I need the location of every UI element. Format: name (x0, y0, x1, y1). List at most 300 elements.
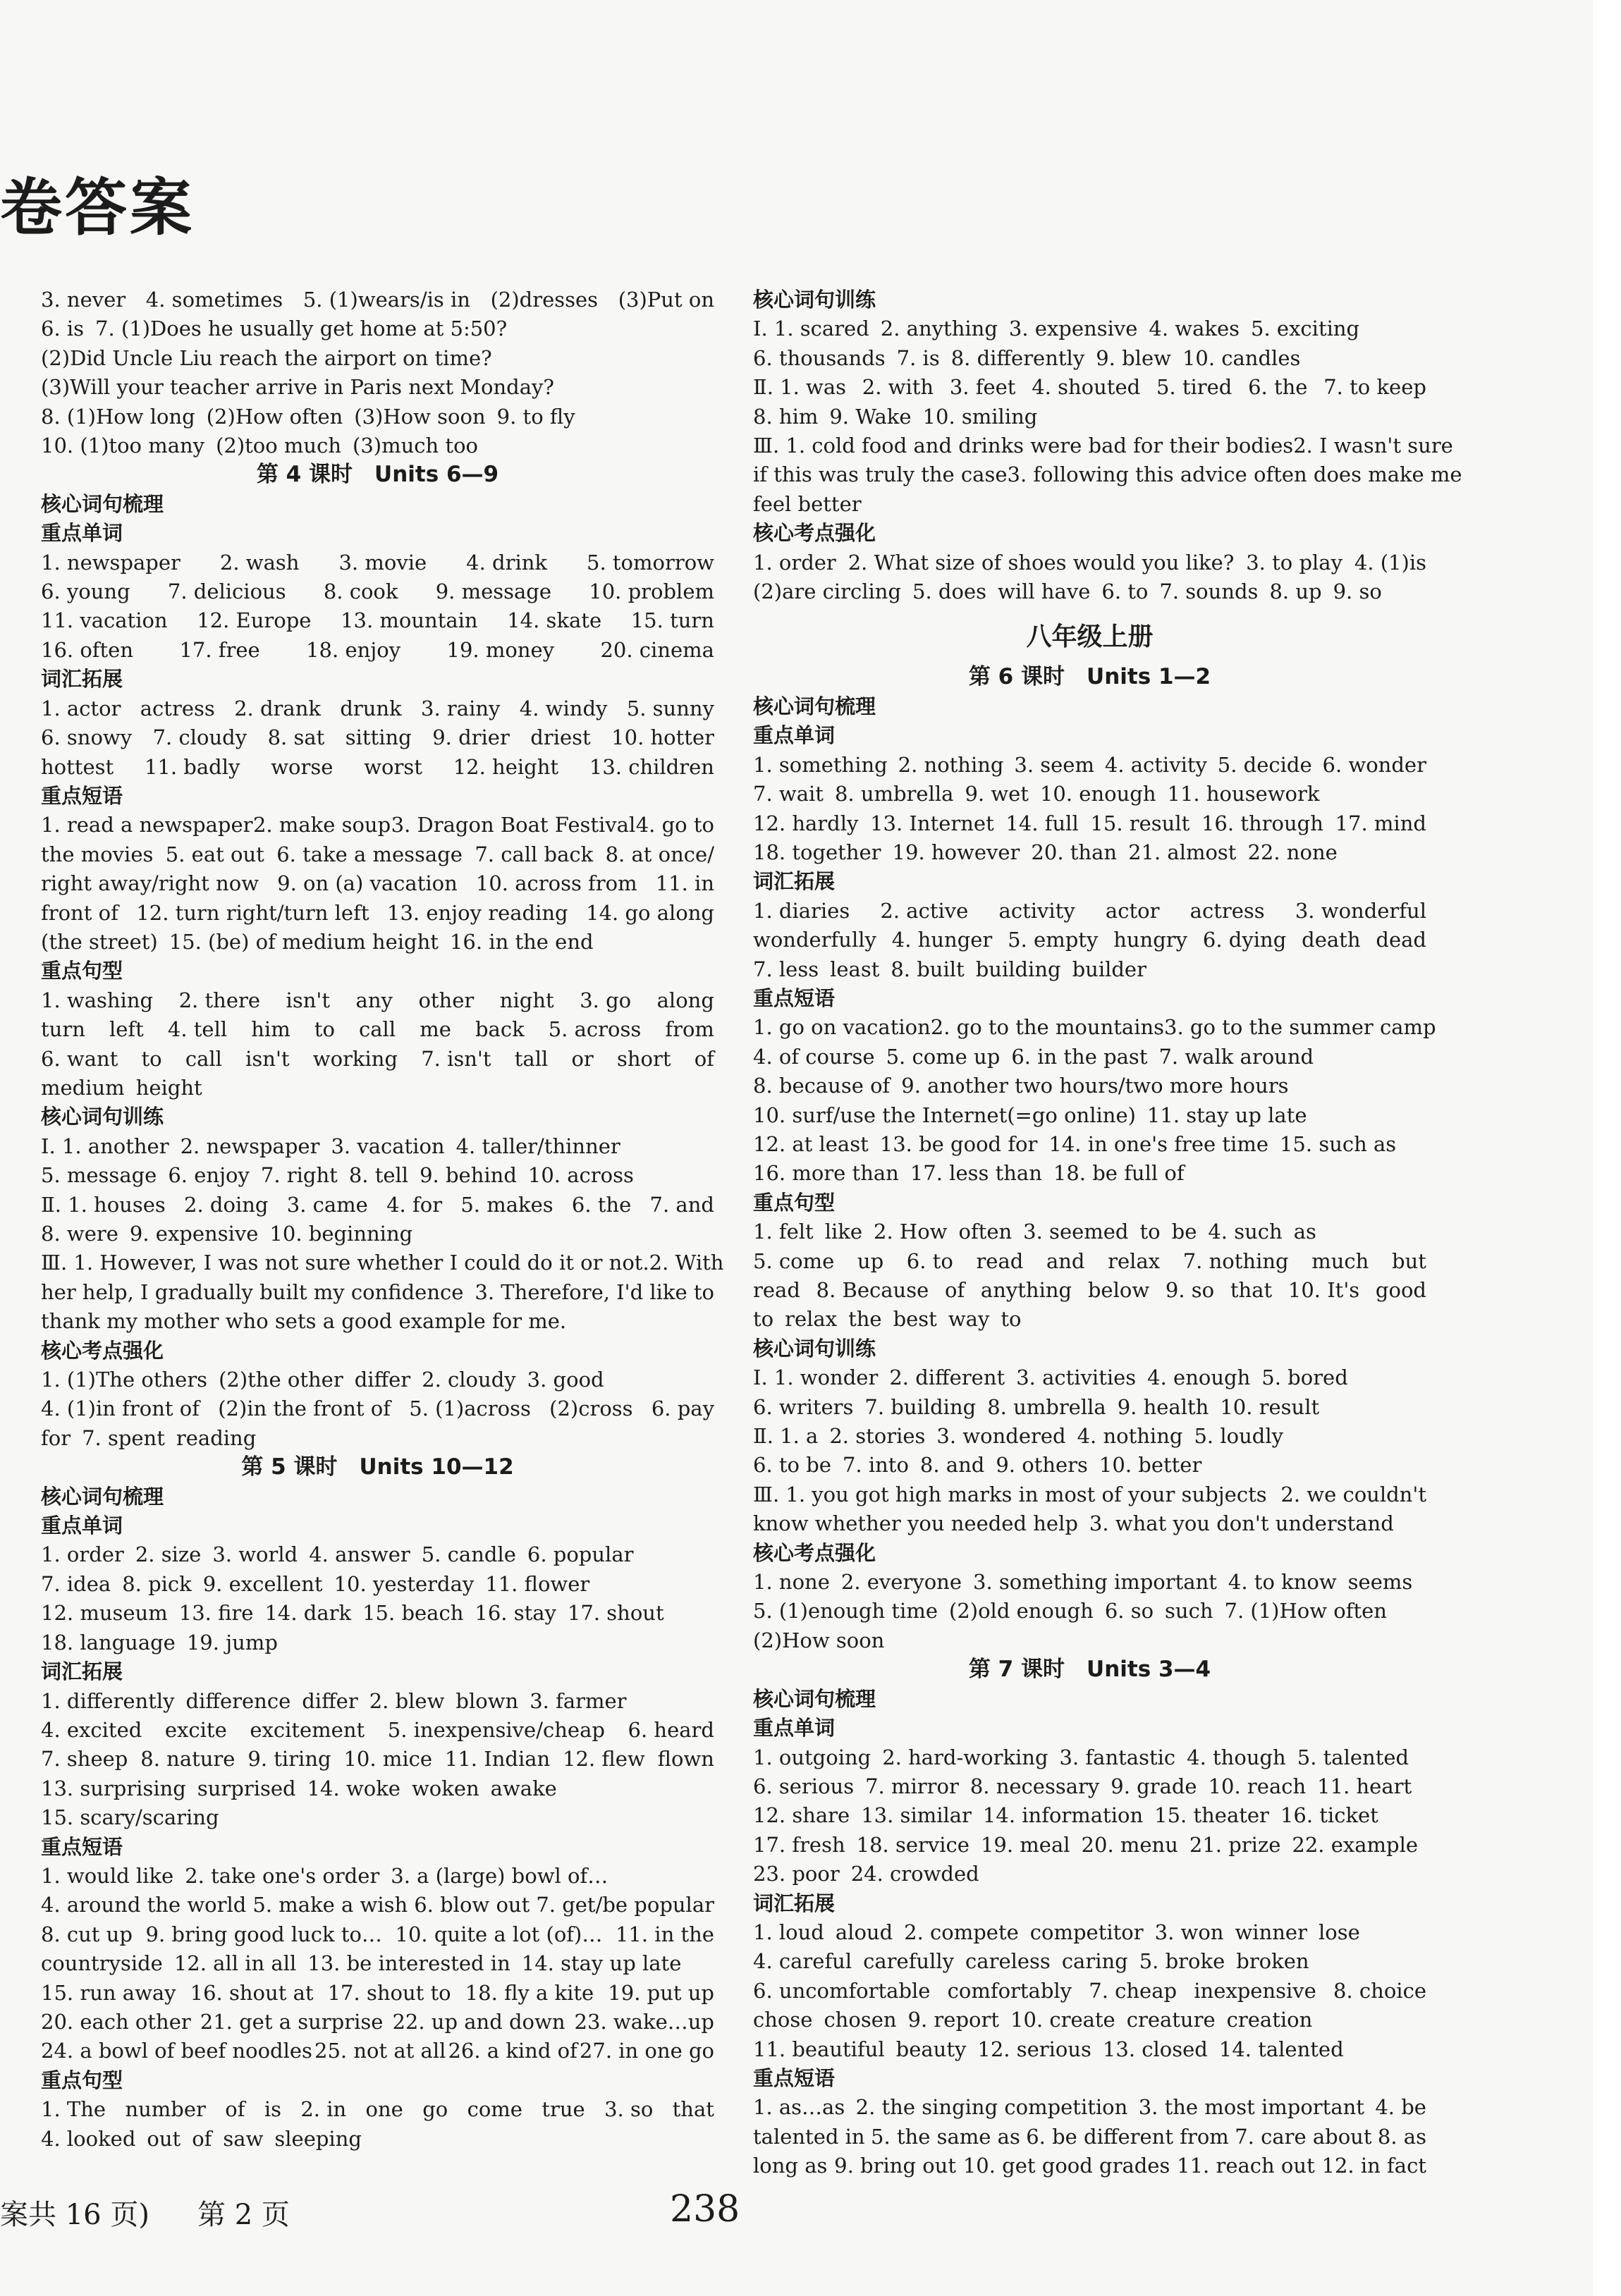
answer-item: worse (271, 754, 334, 779)
answer-item: 12. share (753, 1803, 850, 1828)
answer-item: to (753, 1307, 774, 1332)
answer-item: (2)in the front of (218, 1396, 391, 1421)
answer-item: of (694, 1046, 714, 1071)
answer-item: 1. read a newspaper (41, 813, 253, 837)
answer-item: 10. problem (589, 579, 714, 604)
answer-item: 6. blow out (414, 1893, 530, 1917)
page-title: 卷答案 (0, 171, 195, 244)
answer-item: 24. crowded (850, 1862, 979, 1886)
answer-item: 11. flower (485, 1571, 590, 1596)
answer-item: 10. yesterday (334, 1571, 475, 1596)
answer-item: 3. wonderful (1295, 898, 1426, 923)
answer-item: 4. drink (466, 550, 547, 575)
answer-item: 2. What size of shoes would you like? (848, 550, 1235, 575)
answer-item: 7. wait (753, 782, 824, 806)
answer-item: 3. Therefore, I'd like to (475, 1279, 714, 1304)
answer-item: 2. How (874, 1220, 948, 1244)
answer-item: 5. does (912, 579, 986, 604)
answer-item: 10. create (1010, 2008, 1115, 2032)
answer-item: 15. scary/scaring (41, 1805, 219, 1830)
answer-item: 8. as (1377, 2124, 1426, 2149)
answer-item: 1. none (753, 1570, 830, 1595)
answer-item: 20. each other (41, 2009, 191, 2034)
answer-item: 24. a bowl of beef noodles (41, 2039, 312, 2063)
answer-item: along (656, 988, 714, 1012)
answer-item: flown (657, 1747, 714, 1772)
answer-line (41, 899, 714, 928)
answer-item: night (499, 988, 554, 1012)
answer-item: 1. newspaper (41, 550, 181, 575)
answer-line (753, 1305, 1426, 1334)
answer-item: anything (980, 1278, 1072, 1302)
answer-line (753, 1276, 1426, 1305)
answer-item: 3. something important (973, 1570, 1217, 1595)
answer-item: 2. nothing (898, 752, 1004, 777)
answer-item: that (672, 2097, 714, 2122)
answer-item: (2)cross (549, 1396, 633, 1421)
lesson-heading: 第 4 课时 Units 6—9 (256, 462, 499, 488)
answer-item: 6. to (1101, 579, 1149, 604)
answer-item: 1. The (41, 2097, 106, 2122)
answer-item: blown (455, 1688, 519, 1713)
answer-item: 2. doing (184, 1192, 269, 1217)
answer-item: driest (530, 725, 591, 750)
section-heading: 核心词句梳理 (753, 1686, 876, 1711)
answer-item: Ⅰ. 1. another (41, 1134, 169, 1158)
answer-item: 2. in (300, 2097, 347, 2122)
answer-item: 13. Internet (870, 811, 994, 835)
answer-item: 9. blew (1096, 345, 1171, 370)
answer-line (41, 1045, 714, 1074)
answer-item: 11. badly (144, 754, 240, 779)
answer-item: 15. such as (1279, 1131, 1397, 1156)
answer-item: 5. make a wish (252, 1893, 408, 1917)
answer-item: 5. across (548, 1017, 642, 1042)
answer-item: 21. get a surprise (200, 2009, 384, 2034)
answer-line (753, 955, 1426, 984)
answer-item: often (958, 1220, 1013, 1244)
answer-item: excitement (250, 1717, 365, 1742)
answer-line (41, 1687, 714, 1716)
answer-line (41, 1074, 714, 1103)
answer-item: 3. never (41, 288, 126, 312)
answer-item: 8. necessary (969, 1774, 1100, 1798)
answer-item: 4. windy (519, 696, 608, 720)
answer-line (753, 1247, 1426, 1276)
answer-item: 23. poor (753, 1862, 840, 1886)
answer-item: 11. housework (1167, 782, 1320, 806)
section-heading: 重点句型 (753, 1190, 836, 1215)
answer-item: 16. ticket (1280, 1803, 1378, 1828)
answer-item: out (147, 2126, 181, 2151)
answer-item: wonderfully (753, 928, 876, 952)
answer-line (753, 1801, 1426, 1830)
answer-line (753, 1480, 1426, 1509)
answer-item: (2)old enough (949, 1599, 1094, 1623)
answer-line (753, 2006, 1426, 2034)
answer-item: 9. health (1117, 1394, 1209, 1419)
answer-line (753, 2151, 1426, 2180)
answer-item: 4. activity (1104, 752, 1207, 777)
answer-line (753, 1451, 1426, 1480)
answer-item: 14. information (982, 1803, 1144, 1828)
answer-item: 3. wondered (936, 1424, 1066, 1449)
answer-item: 2. anything (880, 317, 998, 341)
answer-item: her help, I gradually built my confidence (41, 1279, 464, 1304)
answer-item: awake (490, 1776, 557, 1800)
answer-item: broken (1236, 1949, 1309, 1974)
answer-item: 2. with (862, 375, 934, 400)
answer-item: activity (998, 898, 1075, 923)
answer-item: 16. shout at (190, 1980, 314, 2005)
answer-item: 1. order (41, 1542, 124, 1567)
answer-line (753, 373, 1426, 402)
answer-item: best (893, 1307, 937, 1332)
section-heading: 核心词句梳理 (753, 694, 876, 718)
answer-line (753, 1217, 1426, 1246)
answer-item: 9. report (907, 2008, 999, 2032)
answer-item: 19. however (892, 840, 1020, 864)
answer-item: 8. pick (122, 1571, 192, 1596)
answer-item: 11. vacation (41, 608, 168, 633)
answer-line (41, 1015, 714, 1044)
answer-item: 14. full (1005, 811, 1079, 835)
answer-item: 3. rainy (421, 696, 501, 720)
answer-item: 8. up (1269, 579, 1322, 604)
lesson-heading: 第 6 课时 Units 1—2 (968, 664, 1211, 690)
answer-item: 2. go to the mountains (930, 1015, 1165, 1040)
answer-item: actress (140, 696, 215, 720)
right-column (753, 286, 1462, 2181)
answer-item: 4. be (1375, 2095, 1426, 2120)
answer-item: 12. in fact (1321, 2154, 1426, 2178)
section-heading: 重点单词 (41, 1514, 123, 1538)
answer-item: 8. and (919, 1453, 985, 1478)
section-heading: 重点短语 (753, 2065, 836, 2090)
answer-item: read (753, 1278, 800, 1302)
answer-line (41, 2008, 714, 2037)
answer-item: 14. dark (264, 1601, 352, 1626)
answer-item: 5. makes (460, 1192, 553, 1217)
answer-item: 7. building (864, 1394, 977, 1419)
answer-item: 17. shout to (327, 1980, 451, 2005)
answer-line (753, 780, 1426, 809)
answer-item: 22. none (1247, 840, 1338, 864)
page-edge (1593, 0, 1621, 2296)
answer-item: isn't (286, 988, 331, 1012)
answer-item: woken (411, 1776, 479, 1800)
answer-item: 6. popular (527, 1542, 634, 1567)
answer-item: call (359, 1017, 396, 1042)
answer-line (41, 373, 714, 402)
answer-item: 14. in one's free time (1048, 1131, 1268, 1156)
answer-item: Ⅰ. 1. scared (753, 317, 869, 341)
answer-item: 11. in the (615, 1922, 714, 1946)
answer-item: 15. result (1090, 811, 1190, 835)
answer-item: 10. beginning (269, 1222, 413, 1246)
answer-item: 3. Dragon Boat Festival (391, 813, 636, 837)
answer-item: 5. exciting (1251, 317, 1360, 341)
answer-item: 2. cloudy (422, 1368, 516, 1392)
answer-item: 8. because of (753, 1074, 891, 1098)
answer-item: one (365, 2097, 403, 2122)
answer-item: 8. differently (950, 345, 1085, 370)
answer-line (41, 1949, 714, 1978)
answer-item: and (1046, 1248, 1085, 1273)
answer-item: 6. young (41, 579, 130, 604)
answer-item: 6. serious (753, 1774, 855, 1798)
answer-item: 9. behind (420, 1163, 517, 1188)
answer-item: 11. heart (1317, 1774, 1412, 1798)
answer-item: 26. a kind of (448, 2039, 577, 2063)
answer-item: 9. so (1333, 579, 1382, 604)
answer-line (41, 986, 714, 1015)
answer-item: 14. stay up late (521, 1951, 682, 1976)
answer-item: will have (998, 579, 1091, 604)
answer-line (41, 1599, 714, 1628)
answer-line (41, 1920, 714, 1949)
answer-item: if this was truly the case (753, 462, 1008, 487)
answer-line (41, 1161, 714, 1190)
answer-item: 7. sounds (1159, 579, 1259, 604)
answer-item: 15. turn (630, 608, 714, 633)
answer-item: 1. outgoing (753, 1745, 871, 1769)
answer-item: to (1139, 1220, 1161, 1244)
answer-item: competitor (1029, 1920, 1144, 1944)
answer-item: 12. flew (563, 1747, 645, 1772)
answer-item: 3. the most important (1138, 2095, 1364, 2120)
answer-item: 19. put up (608, 1980, 714, 2005)
answer-item: Ⅰ. 1. wonder (753, 1365, 879, 1390)
answer-item: relax (785, 1307, 838, 1332)
answer-line (41, 1248, 724, 1277)
answer-item: building (975, 957, 1061, 981)
answer-item: 2. blew (369, 1688, 445, 1713)
answer-item: 8. cook (323, 579, 398, 604)
answer-item: creature (1126, 2008, 1216, 2032)
lesson-heading: 第 5 课时 Units 10—12 (241, 1454, 514, 1480)
answer-item: 11. in (655, 871, 714, 896)
answer-line (41, 403, 714, 431)
answer-item: from (665, 1017, 714, 1042)
answer-item: 13. closed (1102, 2037, 1208, 2061)
answer-line (753, 1597, 1426, 1626)
answer-item: 13. surprising (41, 1776, 186, 1800)
answer-item: dead (1376, 928, 1426, 952)
answer-item: 7. mirror (865, 1774, 959, 1798)
answer-item: (2)How often (206, 404, 343, 429)
answer-item: 7. right (260, 1163, 338, 1188)
answer-item: 8. built (891, 957, 965, 981)
answer-item: 5. loudly (1194, 1424, 1283, 1449)
answer-item: of (192, 2126, 212, 2151)
answer-item: 7. less (753, 957, 819, 981)
answer-item: 2. size (135, 1542, 202, 1567)
answer-item: 2. drank (234, 696, 321, 720)
answer-item: 8. at once/ (605, 842, 714, 866)
answer-item: 16. often (41, 637, 134, 662)
answer-item: 2. everyone (840, 1570, 962, 1595)
answer-line (41, 1424, 714, 1453)
answer-item: winner (1235, 1920, 1307, 1944)
answer-item: 3. fantastic (1059, 1745, 1176, 1769)
answer-line (41, 840, 714, 869)
answer-item: 6. be different from (1026, 2124, 1229, 2149)
answer-item: 3. farmer (530, 1688, 627, 1713)
answer-item: 17. fresh (753, 1832, 845, 1857)
answer-line (41, 1628, 714, 1657)
answer-item: 6. heard (628, 1717, 714, 1742)
answer-item: the (848, 1307, 882, 1332)
answer-item: like (824, 1220, 863, 1244)
answer-item: height (135, 1075, 202, 1100)
answer-item: 9. on (a) vacation (277, 871, 458, 896)
answer-item: Ⅱ. 1. was (753, 375, 847, 400)
answer-line (41, 753, 714, 782)
answer-item: 11. reach out (1177, 2154, 1315, 2178)
answer-item: 6. dying (1202, 928, 1287, 952)
answer-line (753, 1568, 1426, 1597)
answer-item: 7. isn't (421, 1046, 491, 1071)
answer-item: 3. expensive (1008, 317, 1138, 341)
answer-item: Ⅲ. 1. you got high marks in most of your subjects (753, 1482, 1267, 1506)
answer-item: 1. something (753, 752, 888, 777)
answer-item: 4. of course (753, 1044, 875, 1069)
answer-item: creation (1226, 2008, 1313, 2032)
answer-item: 5. (1)across (409, 1396, 531, 1421)
answer-item: talented in (753, 2124, 865, 2149)
answer-item: 3. to play (1246, 550, 1342, 575)
answer-item: isn't (245, 1046, 290, 1071)
answer-item: sleeping (274, 2126, 362, 2151)
answer-line (753, 344, 1426, 373)
answer-item: 4. to know (1228, 1570, 1337, 1595)
answer-line (753, 490, 1426, 519)
answer-item: 15. theater (1154, 1803, 1269, 1828)
answer-item: medium (41, 1075, 125, 1100)
answer-item: 17. mind (1335, 811, 1426, 835)
section-heading: 核心词句训练 (41, 1105, 164, 1129)
answer-line (753, 1947, 1426, 1976)
section-heading: 核心考点强化 (753, 521, 876, 546)
answer-item: countryside (41, 1951, 163, 1976)
answer-line (41, 1278, 714, 1307)
answer-item: differ (302, 1688, 358, 1713)
answer-item: any (355, 988, 393, 1012)
answer-item: 13. similar (861, 1803, 972, 1828)
answer-item: 10. across (527, 1163, 634, 1188)
answer-item: back (475, 1017, 525, 1042)
answer-item: 9. tiring (247, 1747, 331, 1772)
answer-line (753, 314, 1426, 343)
answer-item: 5. decide (1217, 752, 1312, 777)
answer-item: 6. to (906, 1248, 953, 1273)
answer-item: 5. (1)enough time (753, 1599, 938, 1623)
answer-item: 1. felt (753, 1220, 814, 1244)
answer-item: 11. Indian (444, 1747, 551, 1772)
answer-item: 7. sheep (41, 1747, 128, 1772)
answer-item: 1. as…as (753, 2095, 845, 2120)
grade-heading: 八年级上册 (1026, 622, 1154, 652)
answer-item: 10. better (1099, 1453, 1202, 1478)
answer-item: 3. won (1154, 1920, 1224, 1944)
answer-item: 16. in the end (449, 929, 594, 954)
answer-item: way (948, 1307, 990, 1332)
answer-item: that (1230, 1278, 1273, 1302)
answer-item: 3. movie (338, 550, 427, 575)
answer-item: 6. thousands (753, 345, 886, 370)
answer-line (41, 606, 714, 635)
answer-item: to (314, 1017, 335, 1042)
answer-item: 1. diaries (753, 898, 850, 923)
answer-item: thank my mother who sets a good example for me. (41, 1309, 567, 1334)
answer-item: 9. wet (965, 782, 1029, 806)
answer-item: 1. (1)The others (41, 1368, 208, 1392)
answer-item: 8. sat (267, 725, 325, 750)
answer-item: go (422, 2097, 448, 2122)
answer-item: caring (1061, 1949, 1128, 1974)
answer-item: 7. nothing (1182, 1248, 1289, 1273)
answer-item: such (1165, 1599, 1213, 1623)
answer-item: 16. through (1201, 811, 1323, 835)
answer-item: 10. smiling (922, 404, 1038, 429)
answer-item: 6. so (1104, 1599, 1154, 1623)
answer-item: 18. service (856, 1832, 969, 1857)
answer-item: worst (364, 754, 422, 779)
answer-line (41, 1803, 714, 1832)
answer-item: Ⅱ. 1. houses (41, 1192, 166, 1217)
answer-item: 2. hard-working (882, 1745, 1048, 1769)
answer-item: 4. careful (753, 1949, 852, 1974)
answer-item: 2. wash (219, 550, 300, 575)
answer-item: other (418, 988, 475, 1012)
answer-item: to (141, 1046, 162, 1071)
answer-item: much (1311, 1248, 1369, 1273)
answer-item: 9. expensive (129, 1222, 259, 1246)
answer-item: 4. around the world (41, 1893, 247, 1917)
answer-line (753, 1509, 1426, 1538)
answer-item: 5. inexpensive/cheap (387, 1717, 605, 1742)
answer-line (41, 811, 714, 840)
answer-line (41, 1774, 714, 1803)
answer-item: 10. candles (1182, 345, 1301, 370)
answer-item: 20. than (1031, 840, 1118, 864)
page-footer (0, 2188, 776, 2235)
answer-item: 9. to fly (496, 404, 575, 429)
answer-item: 7. into (842, 1453, 909, 1478)
answer-item: 6. take a message (276, 842, 463, 866)
answer-item: right away/right now (41, 871, 259, 896)
answer-item: 5. message (41, 1163, 157, 1188)
answer-item: 3. good (527, 1368, 604, 1392)
answer-item: 9. bring good luck to… (145, 1922, 382, 1946)
answer-line (753, 2093, 1426, 2122)
answer-item: be (1171, 1220, 1197, 1244)
answer-item: 4. sometimes (145, 288, 283, 312)
answer-item: (2)Did Uncle Liu reach the airport on time? (41, 345, 492, 370)
answer-line (41, 286, 714, 314)
answer-item: 12. at least (753, 1131, 869, 1156)
answer-item: 12. height (453, 754, 559, 779)
answer-item: inexpensive (1194, 1978, 1316, 2003)
answer-item: read (976, 1248, 1024, 1273)
answer-item: 7. walk around (1158, 1044, 1314, 1069)
answer-line (753, 548, 1426, 577)
answer-item: 4. such (1208, 1220, 1283, 1244)
answer-item: me (420, 1017, 451, 1042)
answer-line (41, 2095, 714, 2124)
answer-item: 27. in one go (579, 2039, 714, 2063)
